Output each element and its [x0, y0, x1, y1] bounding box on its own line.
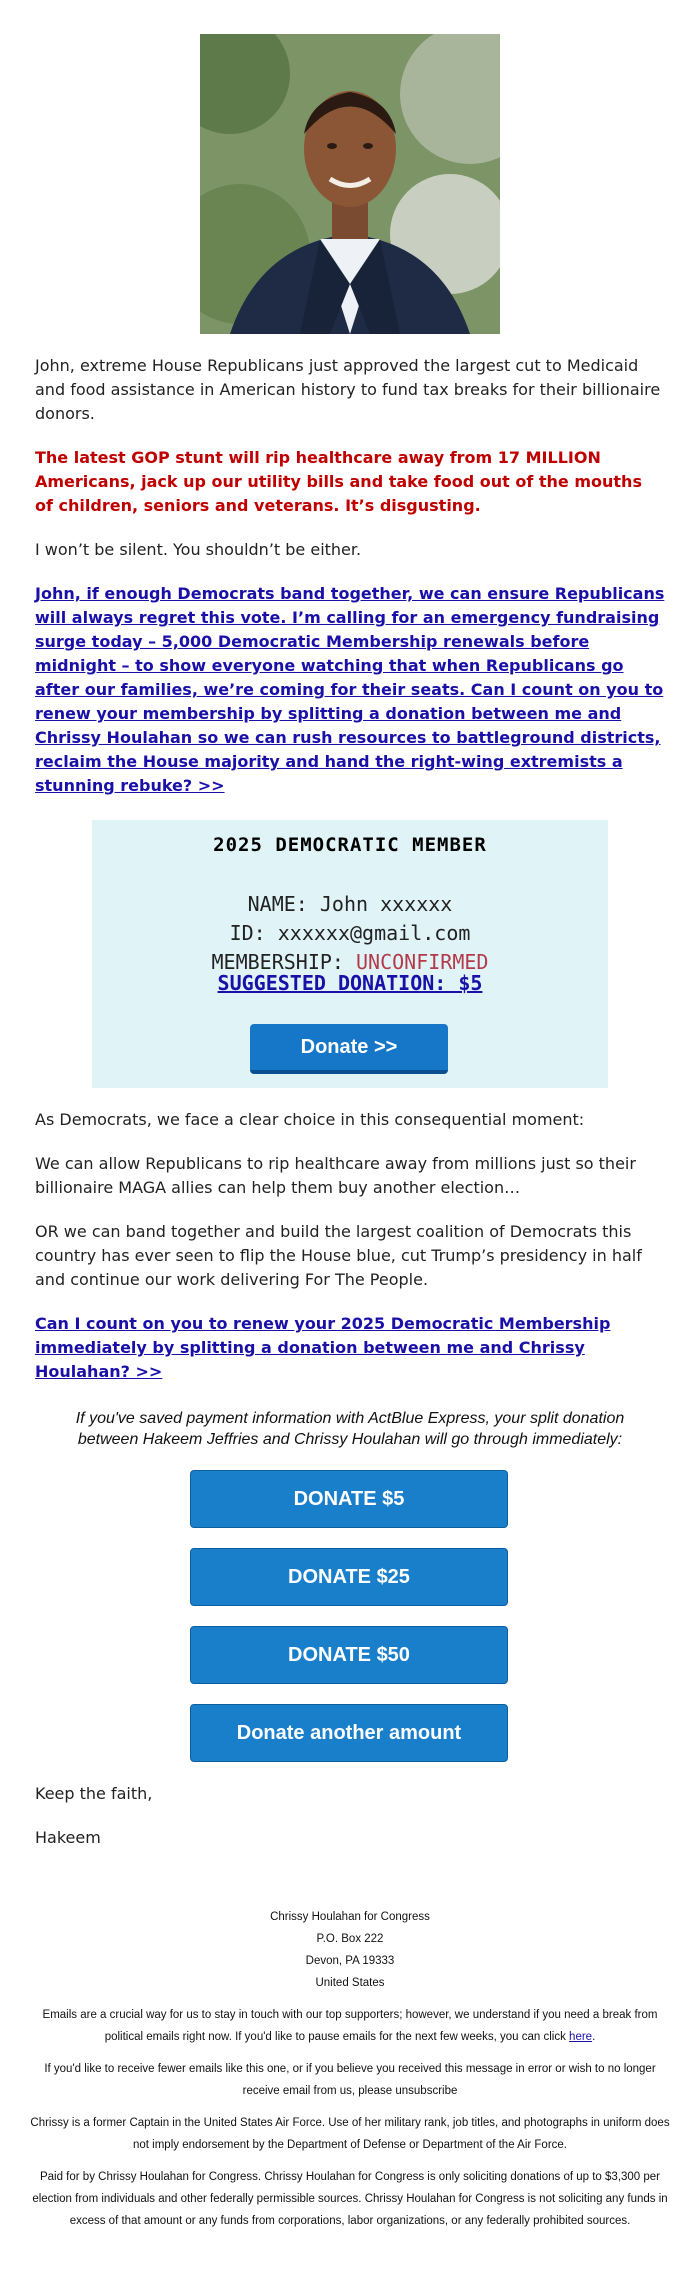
footer-paid-for-disclaimer: Paid for by Chrissy Houlahan for Congress. Chrissy Houlahan for Congress is only soliciting donations of up to $3,300 per election from individuals and other federally permissible sources. Chrissy Houlahan for Congress is not soliciting any funds in excess of that amount or any funds from corporations, labor organizations, or any federally prohibited sources.: [32, 2171, 668, 2227]
card-title: 2025 DEMOCRATIC MEMBER: [213, 834, 487, 856]
membership-label: MEMBERSHIP:: [211, 950, 357, 974]
option-two-paragraph: OR we can band together and build the largest coalition of Democrats this country has ever seen to flip the House blue, cut Trump’s presidency in half and continue our work delivering For The People.: [35, 1222, 642, 1289]
signature: Hakeem: [35, 1828, 101, 1847]
intro-paragraph: John, extreme House Republicans just approved the largest cut to Medicaid and food assistance in American history to fund tax breaks for their billionaire donors.: [35, 356, 661, 423]
pause-text: Emails are a crucial way for us to stay in touch with our top supporters; however, we understand if you need a break from political emails right now. If you'd like to pause emails for the next few weeks, you can click: [42, 2009, 658, 2043]
footer-country: United States: [315, 1977, 385, 1989]
renew-link[interactable]: Can I count on you to renew your 2025 Democratic Membership immediately by splitting a donation between me and Chrissy Houlahan? >>: [35, 1314, 611, 1381]
pause-emails-link[interactable]: here: [569, 2031, 593, 2043]
footer-city: Devon, PA 19333: [305, 1955, 395, 1967]
footer-address: [25, 1906, 675, 1994]
footer-military-disclaimer: Chrissy is a former Captain in the United States Air Force. Use of her military rank, job titles, and photographs in uniform does not imply endorsement by the Department of Defense or Department of the Air Force.: [30, 2117, 670, 2151]
card-name: NAME: John xxxxxx: [247, 892, 453, 916]
candidate-photo: [200, 34, 500, 334]
donate-5-button[interactable]: DONATE $5: [190, 1470, 508, 1528]
footer-org: Chrissy Houlahan for Congress: [270, 1911, 430, 1923]
donate-25-button[interactable]: DONATE $25: [190, 1548, 508, 1606]
membership-card: [92, 820, 608, 1088]
signoff: Keep the faith,: [35, 1784, 153, 1803]
appeal-link[interactable]: John, if enough Democrats band together, we can ensure Republicans will always regret this vote. I’m calling for an emergency fundraising surge today – 5,000 Democratic Membership renewals before midnight – to show everyone watching that when Republicans go after our families, we’re coming for their seats. Can I count on you to renew your membership by splitting a donation between me and Chrissy Houlahan so we can rush resources to battleground districts, reclaim the House majority and hand the right-wing extremists a stunning rebuke? >>: [35, 584, 665, 795]
choice-paragraph: As Democrats, we face a clear choice in this consequential moment:: [35, 1110, 585, 1129]
membership-status: UNCONFIRMED: [356, 950, 489, 974]
card-donate-button[interactable]: Donate >>: [250, 1024, 448, 1074]
silent-paragraph: I won’t be silent. You shouldn’t be either.: [35, 540, 362, 559]
portrait-illustration: [200, 34, 500, 334]
option-one-paragraph: We can allow Republicans to rip healthcare away from millions just so their billionaire MAGA allies can help them buy another election…: [35, 1154, 636, 1197]
footer-po-box: P.O. Box 222: [316, 1933, 384, 1945]
donate-50-button[interactable]: DONATE $50: [190, 1626, 508, 1684]
donate-other-amount-button[interactable]: Donate another amount: [190, 1704, 508, 1762]
suggested-donation-link[interactable]: SUGGESTED DONATION: $5: [217, 971, 483, 995]
actblue-express-note: If you've saved payment information with ActBlue Express, your split donation between Hakeem Jeffries and Chrissy Houlahan will go through immediately:: [75, 1410, 625, 1448]
pause-end: .: [592, 2031, 596, 2043]
footer-unsubscribe-notice: If you'd like to receive fewer emails like this one, or if you believe you received this message in error or wish to no longer receive email from us, please unsubscribe: [44, 2063, 656, 2097]
card-id: ID: xxxxxx@gmail.com: [229, 921, 471, 945]
stunt-paragraph: The latest GOP stunt will rip healthcare away from 17 MILLION Americans, jack up our utility bills and take food out of the mouths of children, seniors and veterans. It’s disgusting.: [35, 448, 642, 515]
footer-pause-notice: [25, 2004, 675, 2048]
